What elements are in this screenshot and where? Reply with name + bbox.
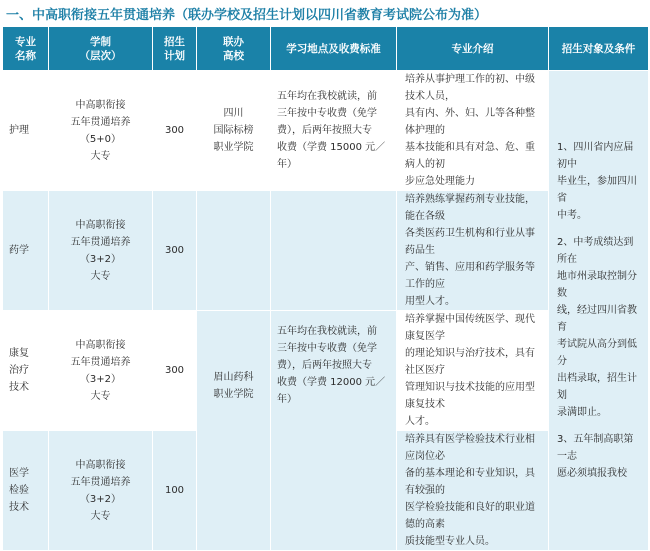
major-cell: 医学 检验 技术 [3,431,49,551]
header-plan: 招生 计划 [153,27,197,71]
header-intro: 专业介绍 [397,27,549,71]
system-cell: 中高职衔接 五年贯通培养 （3+2） 大专 [49,191,153,311]
plan-cell: 300 [153,71,197,191]
system-cell: 中高职衔接 五年贯通培养 （3+2） 大专 [49,431,153,551]
school-cell: 四川 国际标榜 职业学院 [197,71,271,191]
conditions-cell [549,71,649,551]
intro-cell: 培养具有医学检验技术行业相应岗位必 备的基本理论和专业知识，具有较强的 医学检验技能和良好的职业道德的高素 质技能型专业人员。 [397,431,549,551]
header-place-fee: 学习地点及收费标准 [271,27,397,71]
place-fee-cell: 五年均在我校就读，前 三年按中专收费（免学 费），后两年按照大专 收费（学费 15000 元／ 年） [271,71,397,191]
school-cell: 眉山药科 职业学院 [197,311,271,551]
place-fee-cell [271,191,397,311]
major-cell: 护理 [3,71,49,191]
school-cell [197,191,271,311]
intro-cell: 培养熟练掌握药剂专业技能，能在各级 各类医药卫生机构和行业从事药品生 产、销售、应用和药学服务等工作的应 用型人才。 [397,191,549,311]
header-major: 专业 名称 [3,27,49,71]
header-school: 联办 高校 [197,27,271,71]
section-title: 一、中高职衔接五年贯通培养（联办学校及招生计划以四川省教育考试院公布为准） [6,8,488,23]
place-fee-cell: 五年均在我校就读，前 三年按中专收费（免学 费），后两年按照大专 收费（学费 12000 元／ 年） [271,311,397,551]
enrollment-table [2,26,649,551]
system-cell: 中高职衔接 五年贯通培养 （5+0） 大专 [49,71,153,191]
table-header-row [3,27,649,71]
plan-cell: 100 [153,431,197,551]
plan-cell: 300 [153,191,197,311]
condition-item: 1、四川省内应届初中 毕业生，参加四川省 中考。 [557,142,637,221]
header-system: 学制 （层次） [49,27,153,71]
major-cell: 康复 治疗 技术 [3,311,49,431]
plan-cell: 300 [153,311,197,431]
condition-item: 3、五年制高职第一志 愿必须填报我校 [557,434,634,479]
major-cell: 药学 [3,191,49,311]
condition-item: 2、中考成绩达到所在 地市州录取控制分数 线，经过四川省教育 考试院从高分到低分 出档录取，招生计划 录满即止。 [557,237,637,418]
table-row [3,71,649,191]
system-cell: 中高职衔接 五年贯通培养 （3+2） 大专 [49,311,153,431]
header-conditions: 招生对象及条件 [549,27,649,71]
intro-cell: 培养掌握中国传统医学、现代康复医学 的理论知识与治疗技术，具有社区医疗 管理知识与技术技能的应用型康复技术 人才。 [397,311,549,431]
intro-cell: 培养从事护理工作的初、中级技术人员， 具有内、外、妇、儿等各种整体护理的 基本技能和具有对急、危、重病人的初 步应急处理能力 [397,71,549,191]
